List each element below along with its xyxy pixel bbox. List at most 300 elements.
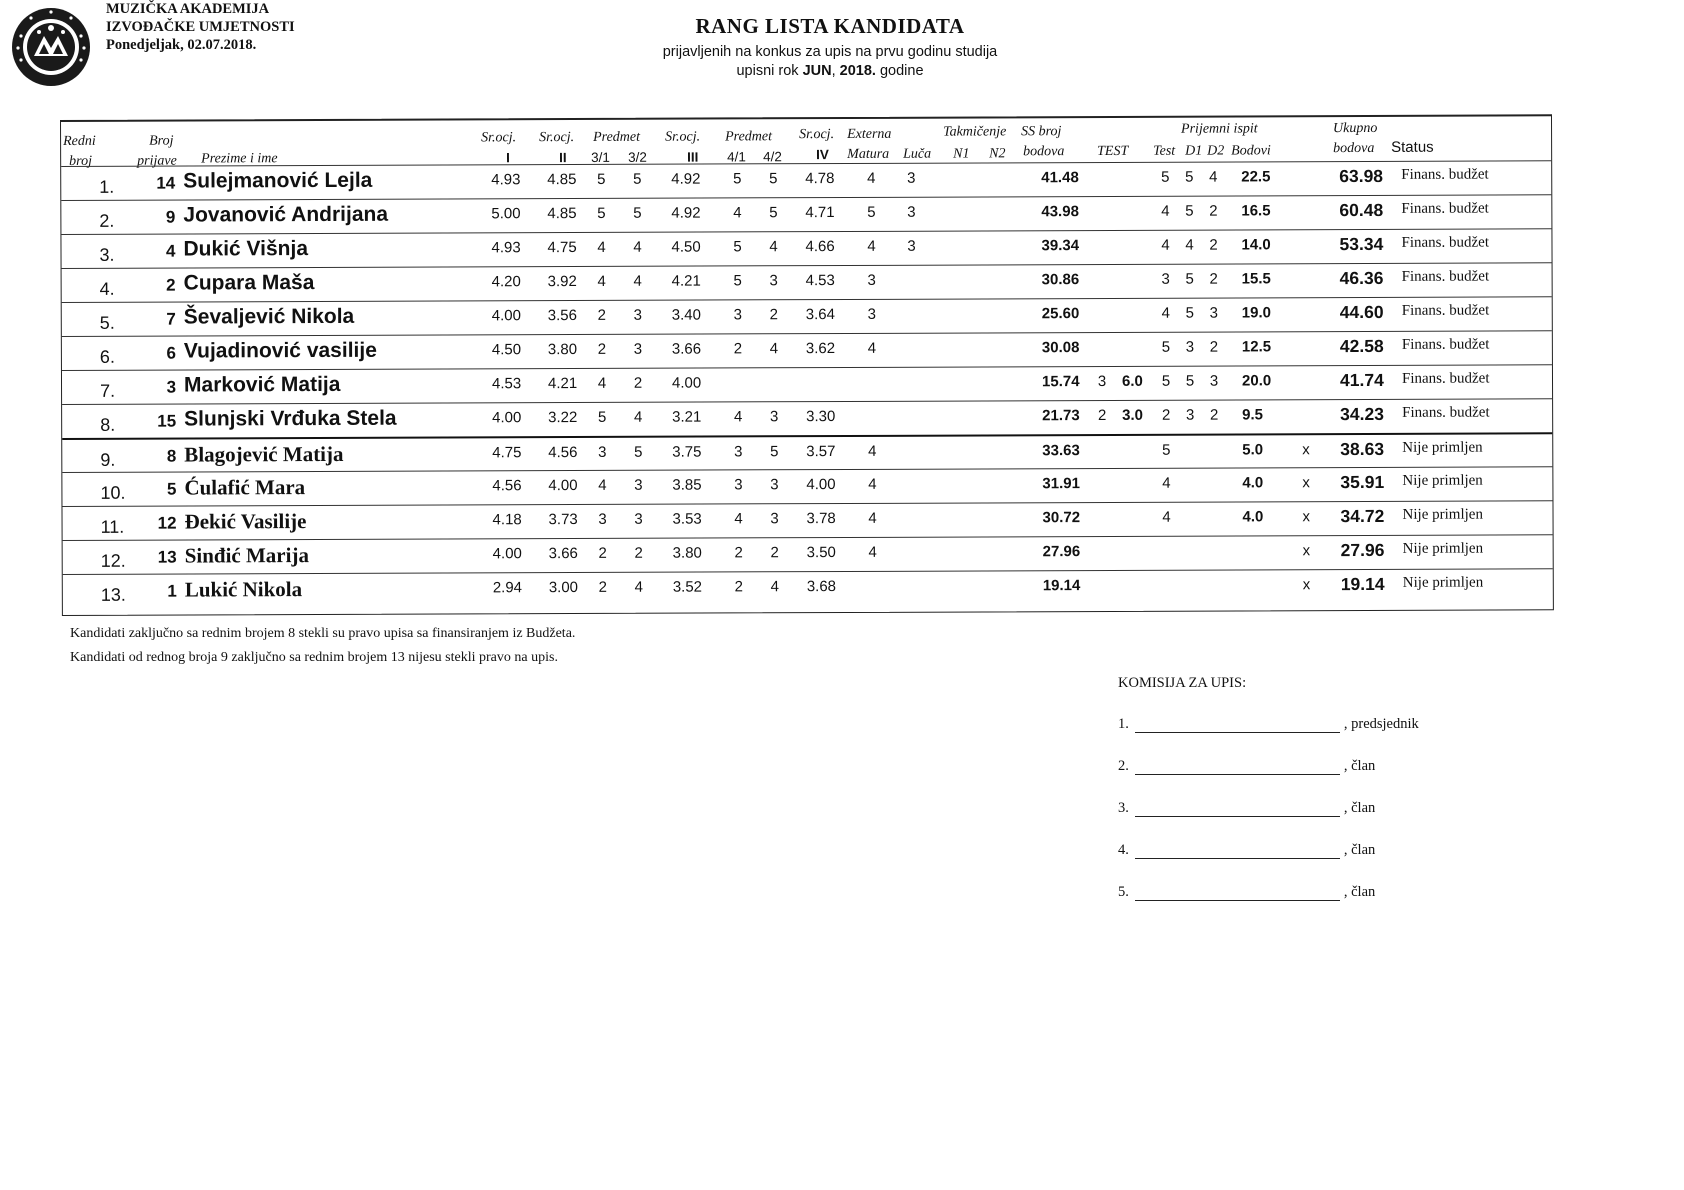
cell-ukupno-bodova: 34.23: [1340, 403, 1384, 425]
cell-test-bodovi: 3.0: [1122, 406, 1144, 424]
cell-test-bodovi: 6.0: [1121, 372, 1143, 390]
institution-name-2: IZVOĐAČKE UMJETNOSTI: [106, 19, 295, 35]
cell-sr-ocj-1: 4.50: [491, 341, 522, 359]
header-takmicenje: Takmičenje: [943, 124, 1007, 140]
cell-predmet-4-1: 2: [734, 544, 743, 562]
cell-sr-ocj-1: 4.00: [492, 545, 522, 563]
cell-prijemni-d1: 5: [1185, 304, 1194, 322]
cell-sr-ocj-2: 3.66: [548, 545, 578, 563]
member-number: 5.: [1118, 884, 1129, 900]
cell-prijemni-test: 2: [1161, 406, 1171, 424]
cell-candidate-name: Ševaljević Nikola: [183, 304, 355, 329]
cell-candidate-name: Sinđić Marija: [184, 543, 309, 568]
cell-ukupno-bodova: 44.60: [1339, 301, 1384, 323]
signature-line: [1135, 802, 1340, 817]
cell-predmet-3-2: 3: [633, 306, 642, 324]
cell-prijemni-test: 4: [1162, 508, 1171, 526]
cell-sr-ocj-4: 3.50: [806, 544, 836, 562]
cell-predmet-4-1: 5: [733, 272, 742, 290]
cell-candidate-name: Ćulafić Mara: [184, 475, 306, 500]
member-number: 4.: [1118, 842, 1129, 858]
header-sr3: Sr.ocj.: [665, 129, 701, 145]
header-broj-1: Broj: [149, 133, 174, 149]
cell-predmet-3-2: 2: [634, 544, 643, 562]
cell-status: Nije primljen: [1402, 439, 1483, 456]
cell-prijemni-test: 5: [1161, 372, 1171, 390]
cell-predmet-3-2: 3: [634, 476, 643, 494]
cell-redni-broj: 10.: [100, 482, 126, 503]
member-number: 1.: [1118, 716, 1129, 732]
header-prezime-ime: Prezime i ime: [201, 151, 278, 167]
cell-ss-bodova: 27.96: [1042, 543, 1081, 561]
cell-predmet-4-1: 4: [733, 408, 743, 426]
cell-redni-broj: 11.: [100, 516, 125, 537]
cell-status: Finans. budžet: [1401, 370, 1490, 387]
member-role: , član: [1343, 758, 1376, 774]
cell-prijemni-bodovi: 14.0: [1241, 236, 1271, 254]
cell-broj-prijave: 13: [157, 547, 177, 567]
cell-sr-ocj-1: 4.18: [492, 511, 522, 529]
cell-luca: 3: [907, 237, 916, 255]
cell-ukupno-bodova: 42.58: [1339, 335, 1384, 357]
cell-redni-broj: 13.: [100, 584, 126, 605]
cell-prijemni-bodovi: 16.5: [1241, 202, 1271, 220]
header-externa: Externa: [847, 126, 892, 142]
cell-prijemni-d1: 5: [1185, 270, 1194, 288]
header-ss-bodova: bodova: [1023, 144, 1065, 160]
cell-status: Nije primljen: [1402, 540, 1484, 557]
cell-ukupno-bodova: 27.96: [1340, 539, 1385, 561]
cell-not-admitted-mark: x: [1302, 508, 1311, 526]
cell-not-admitted-mark: x: [1302, 441, 1310, 459]
header-ss-broj: SS broj: [1021, 124, 1062, 140]
header-ukupno-bodova: bodova: [1333, 140, 1375, 157]
cell-predmet-3-1: 5: [597, 204, 606, 222]
cell-redni-broj: 7.: [100, 380, 116, 401]
cell-status: Nije primljen: [1402, 574, 1484, 591]
document-date: Ponedjeljak, 02.07.2018.: [106, 37, 257, 53]
header-p31: 3/1: [591, 149, 610, 165]
cell-predmet-4-2: 5: [769, 204, 778, 222]
cell-prijemni-d1: 3: [1185, 406, 1195, 424]
member-role: , predsjednik: [1343, 716, 1419, 732]
cell-broj-prijave: 7: [166, 309, 176, 329]
cell-predmet-3-2: 3: [633, 340, 643, 358]
cell-sr-ocj-3: 3.75: [672, 443, 702, 461]
cell-predmet-4-2: 4: [770, 578, 780, 596]
cell-matura: 4: [868, 442, 877, 460]
cell-sr-ocj-1: 4.20: [491, 273, 521, 291]
cell-prijemni-test: 5: [1161, 168, 1170, 186]
cell-broj-prijave: 1: [167, 581, 177, 601]
cell-ukupno-bodova: 63.98: [1339, 165, 1384, 187]
document-title-block: [560, 14, 1100, 81]
cell-redni-broj: 2.: [99, 210, 115, 231]
commission-member-line: [1118, 842, 1375, 859]
cell-ss-bodova: 39.34: [1041, 237, 1080, 255]
cell-broj-prijave: 4: [165, 241, 176, 261]
cell-ss-bodova: 30.86: [1041, 271, 1080, 289]
cell-ss-bodova: 30.08: [1041, 339, 1080, 357]
cell-ukupno-bodova: 53.34: [1339, 233, 1384, 255]
cell-predmet-4-1: 4: [733, 204, 742, 222]
document-subtitle-2: upisni rok JUN, 2018. godine: [736, 63, 924, 79]
header-ukupno: Ukupno: [1333, 120, 1378, 137]
member-role: , član: [1343, 884, 1376, 900]
cell-predmet-3-1: 4: [598, 476, 607, 494]
signature-line: [1135, 718, 1340, 733]
cell-sr-ocj-1: 4.53: [491, 375, 522, 393]
cell-prijemni-d1: 5: [1185, 202, 1194, 220]
cell-sr-ocj-2: 4.21: [547, 375, 578, 393]
cell-sr-ocj-1: 4.75: [492, 444, 522, 462]
ranking-table: [60, 114, 1554, 616]
cell-matura: 4: [868, 475, 877, 493]
cell-candidate-name: Sulejmanović Lejla: [183, 168, 373, 193]
cell-predmet-4-2: 3: [770, 476, 779, 494]
cell-sr-ocj-2: 3.56: [547, 307, 577, 325]
institution-name-1: MUZIČKA AKADEMIJA: [106, 1, 270, 17]
cell-prijemni-test: 3: [1161, 270, 1170, 288]
cell-sr-ocj-3: 3.40: [671, 306, 701, 324]
cell-ukupno-bodova: 38.63: [1340, 438, 1385, 460]
member-role: , član: [1343, 842, 1376, 858]
cell-predmet-4-1: 5: [733, 238, 742, 256]
cell-predmet-3-1: 4: [597, 238, 606, 256]
header-status: Status: [1391, 138, 1434, 156]
header-sr4: Sr.ocj.: [799, 127, 835, 143]
cell-predmet-4-2: 5: [770, 443, 779, 461]
cell-redni-broj: 8.: [100, 414, 116, 435]
cell-status: Finans. budžet: [1402, 404, 1490, 421]
header-sr1-num: I: [506, 150, 510, 166]
cell-predmet-3-1: 3: [598, 510, 607, 528]
cell-prijemni-test: 4: [1161, 202, 1170, 220]
cell-candidate-name: Blagojević Matija: [184, 441, 344, 467]
cell-predmet-3-1: 5: [597, 408, 607, 426]
cell-sr-ocj-3: 4.92: [671, 204, 701, 222]
cell-prijemni-d2: 2: [1209, 406, 1219, 424]
cell-prijemni-d1: 4: [1185, 236, 1194, 254]
commission-member-line: [1118, 716, 1419, 733]
cell-predmet-3-2: 4: [633, 408, 643, 426]
cell-predmet-3-1: 4: [597, 374, 607, 392]
header-sr2: Sr.ocj.: [539, 130, 575, 146]
cell-sr-ocj-3: 4.50: [671, 238, 701, 256]
cell-predmet-4-2: 3: [769, 408, 779, 426]
cell-redni-broj: 6.: [99, 346, 115, 367]
cell-predmet-3-2: 5: [633, 170, 642, 188]
member-number: 2.: [1118, 758, 1129, 774]
cell-sr-ocj-4: 4.53: [805, 272, 835, 290]
cell-ukupno-bodova: 41.74: [1339, 369, 1384, 391]
cell-predmet-3-2: 2: [633, 374, 643, 392]
cell-sr-ocj-3: 3.52: [672, 578, 703, 596]
cell-matura: 4: [867, 169, 876, 187]
cell-sr-ocj-4: 4.78: [805, 170, 835, 188]
cell-prijemni-bodovi: 19.0: [1241, 304, 1271, 322]
cell-sr-ocj-3: 3.53: [672, 510, 702, 528]
cell-prijemni-bodovi: 9.5: [1242, 406, 1264, 424]
cell-predmet-3-1: 2: [597, 306, 606, 324]
header-d1: D1: [1185, 143, 1203, 159]
cell-prijemni-bodovi: 4.0: [1242, 508, 1264, 526]
cell-ss-bodova: 41.48: [1041, 169, 1079, 187]
cell-redni-broj: 3.: [99, 244, 115, 265]
header-sr4-num: IV: [816, 147, 829, 163]
cell-sr-ocj-3: 3.85: [672, 476, 702, 494]
cell-predmet-4-2: 5: [769, 170, 778, 188]
cell-predmet-4-2: 3: [769, 272, 778, 290]
cell-broj-prijave: 12: [157, 513, 177, 533]
cell-ukupno-bodova: 46.36: [1339, 267, 1384, 289]
commission-member-line: [1118, 800, 1375, 817]
cell-broj-prijave: 8: [166, 446, 177, 466]
header-d2: D2: [1207, 143, 1225, 159]
cell-predmet-4-2: 4: [769, 238, 778, 256]
header-prijemni-ispit: Prijemni ispit: [1181, 121, 1258, 137]
cell-prijemni-bodovi: 5.0: [1242, 441, 1264, 459]
cell-predmet-3-2: 3: [634, 510, 643, 528]
cell-sr-ocj-4: 4.00: [806, 476, 836, 494]
cell-broj-prijave: 5: [166, 479, 177, 499]
cell-matura: 3: [867, 305, 876, 323]
cell-sr-ocj-4: 4.71: [805, 204, 835, 222]
header-redni: Redni: [63, 133, 96, 149]
header-predmet-4: Predmet: [725, 129, 773, 145]
cell-broj-prijave: 9: [165, 207, 176, 227]
cell-prijemni-d2: 3: [1209, 372, 1219, 390]
cell-predmet-4-2: 3: [770, 510, 779, 528]
signature-line: [1135, 886, 1340, 901]
cell-luca: 3: [907, 169, 916, 187]
cell-matura: 4: [868, 509, 877, 527]
signature-line: [1135, 760, 1340, 775]
cell-broj-prijave: 14: [156, 173, 176, 193]
header-luca: Luča: [903, 146, 932, 162]
cell-test-broj: 3: [1097, 372, 1107, 391]
cell-predmet-3-2: 5: [633, 204, 642, 222]
cell-prijemni-d2: 3: [1209, 304, 1218, 322]
cell-prijemni-d1: 3: [1185, 338, 1195, 356]
document-title: RANG LISTA KANDIDATA: [695, 14, 965, 38]
header-p42: 4/2: [763, 149, 782, 165]
header-test: TEST: [1097, 143, 1129, 160]
cell-sr-ocj-3: 3.66: [671, 340, 702, 358]
cell-status: Finans. budžet: [1401, 234, 1490, 251]
cell-candidate-name: Lukić Nikola: [184, 577, 303, 602]
footnote-2: Kandidati od rednog broja 9 zaključno sa rednim brojem 13 nijesu stekli pravo na upis.: [70, 650, 558, 665]
cell-candidate-name: Slunjski Vrđuka Stela: [184, 406, 397, 431]
cell-sr-ocj-2: 4.75: [547, 239, 577, 257]
cell-prijemni-test: 4: [1161, 304, 1170, 322]
cell-sr-ocj-4: 3.78: [806, 510, 836, 528]
cell-sr-ocj-3: 4.00: [671, 374, 702, 392]
cell-sr-ocj-3: 3.80: [672, 544, 702, 562]
cell-sr-ocj-4: 3.30: [806, 408, 836, 426]
cell-predmet-3-2: 4: [633, 238, 642, 256]
cell-sr-ocj-2: 3.00: [548, 579, 579, 597]
cell-candidate-name: Marković Matija: [183, 372, 341, 397]
cell-sr-ocj-2: 3.92: [547, 273, 577, 291]
cell-luca: 3: [907, 203, 916, 221]
document-subtitle-1: prijavljenih na konkus za upis na prvu godinu studija: [662, 44, 998, 60]
cell-broj-prijave: 3: [166, 377, 177, 397]
cell-prijemni-bodovi: 12.5: [1241, 338, 1272, 356]
cell-predmet-3-1: 4: [597, 272, 606, 290]
cell-ukupno-bodova: 34.72: [1340, 505, 1385, 527]
header-matura: Matura: [847, 146, 890, 162]
cell-predmet-4-2: 2: [770, 544, 779, 562]
header-n1: N1: [953, 146, 970, 162]
cell-redni-broj: 4.: [99, 278, 115, 299]
cell-sr-ocj-3: 4.92: [671, 170, 701, 188]
cell-prijemni-test: 5: [1161, 338, 1171, 356]
cell-predmet-4-1: 3: [734, 443, 743, 461]
cell-predmet-4-1: 3: [733, 306, 742, 324]
cell-broj-prijave: 2: [166, 275, 176, 295]
cell-status: Nije primljen: [1402, 506, 1483, 523]
cell-predmet-3-1: 2: [597, 340, 607, 358]
cell-candidate-name: Cupara Maša: [183, 271, 315, 295]
cell-broj-prijave: 15: [157, 411, 177, 431]
cell-predmet-3-1: 3: [598, 443, 607, 461]
cell-ukupno-bodova: 19.14: [1340, 573, 1385, 595]
cell-sr-ocj-4: 3.57: [806, 443, 836, 461]
cell-sr-ocj-3: 4.21: [671, 272, 701, 290]
cell-sr-ocj-2: 3.73: [548, 511, 578, 529]
cell-matura: 4: [867, 339, 877, 357]
cell-ss-bodova: 33.63: [1042, 442, 1080, 460]
cell-ukupno-bodova: 60.48: [1339, 199, 1384, 221]
header-bodovi: Bodovi: [1231, 143, 1271, 159]
cell-candidate-name: Vujadinović vasilije: [183, 338, 377, 363]
cell-predmet-4-2: 2: [769, 306, 778, 324]
header-sr3-num: III: [687, 149, 699, 165]
cell-matura: 4: [868, 543, 877, 561]
cell-not-admitted-mark: x: [1302, 542, 1311, 560]
header-sr2-num: II: [559, 150, 567, 166]
cell-redni-broj: 12.: [100, 550, 126, 571]
cell-predmet-4-1: 2: [733, 340, 743, 358]
cell-ss-bodova: 15.74: [1041, 373, 1080, 391]
cell-prijemni-test: 4: [1162, 474, 1171, 492]
cell-sr-ocj-2: 4.85: [547, 205, 577, 223]
cell-prijemni-d2: 2: [1209, 236, 1218, 254]
cell-sr-ocj-2: 4.85: [547, 171, 577, 189]
signature-line: [1135, 844, 1340, 859]
cell-predmet-4-1: 2: [734, 578, 744, 596]
cell-ss-bodova: 25.60: [1041, 305, 1080, 323]
cell-ss-bodova: 31.91: [1042, 475, 1080, 493]
cell-matura: 3: [867, 271, 876, 289]
cell-sr-ocj-4: 4.66: [805, 238, 835, 256]
table-header: [61, 116, 1551, 169]
cell-prijemni-d1: 5: [1185, 168, 1194, 186]
commission-member-line: [1118, 758, 1375, 775]
cell-predmet-3-2: 4: [633, 272, 642, 290]
member-number: 3.: [1118, 800, 1129, 816]
cell-status: Finans. budžet: [1401, 336, 1490, 353]
cell-ss-bodova: 30.72: [1042, 509, 1081, 527]
cell-sr-ocj-1: 4.00: [491, 307, 521, 325]
cell-prijemni-test: 5: [1162, 441, 1171, 459]
cell-status: Finans. budžet: [1401, 302, 1490, 319]
header-predmet-3: Predmet: [593, 129, 641, 145]
footnote-1: Kandidati zaključno sa rednim brojem 8 stekli su pravo upisa sa finansiranjem iz Budžeta.: [70, 626, 576, 641]
cell-status: Finans. budžet: [1401, 200, 1489, 217]
cell-sr-ocj-4: 3.62: [805, 340, 836, 358]
cell-predmet-4-2: 4: [769, 340, 779, 358]
commission-member-line: [1118, 884, 1375, 901]
cell-prijemni-bodovi: 20.0: [1241, 372, 1272, 390]
cell-predmet-4-1: 5: [733, 170, 742, 188]
cell-not-admitted-mark: x: [1302, 576, 1311, 594]
cell-status: Nije primljen: [1402, 472, 1483, 489]
cell-prijemni-d2: 4: [1209, 168, 1218, 186]
cell-status: Finans. budžet: [1401, 166, 1489, 183]
member-role: , član: [1343, 800, 1376, 816]
cell-not-admitted-mark: x: [1302, 474, 1310, 492]
cell-prijemni-bodovi: 4.0: [1242, 474, 1264, 492]
cell-ss-bodova: 43.98: [1041, 203, 1079, 221]
cell-sr-ocj-1: 4.93: [491, 171, 521, 189]
cell-ukupno-bodova: 35.91: [1340, 471, 1385, 493]
cell-predmet-3-1: 5: [597, 170, 606, 188]
cell-predmet-3-2: 5: [634, 443, 643, 461]
university-seal-logo: [6, 6, 96, 88]
cell-predmet-3-1: 2: [598, 544, 607, 562]
cell-sr-ocj-4: 3.64: [805, 306, 835, 324]
cell-sr-ocj-2: 3.80: [547, 341, 578, 359]
cell-matura: 4: [867, 237, 876, 255]
cell-candidate-name: Dukić Višnja: [183, 237, 309, 261]
cell-ss-bodova: 19.14: [1042, 577, 1081, 595]
cell-prijemni-d1: 5: [1185, 372, 1195, 390]
cell-candidate-name: Đekić Vasilije: [184, 509, 307, 534]
cell-sr-ocj-1: 4.93: [491, 239, 521, 257]
commission-title: KOMISIJA ZA UPIS:: [1118, 675, 1247, 691]
cell-predmet-3-2: 4: [634, 578, 644, 596]
cell-sr-ocj-3: 3.21: [672, 408, 702, 426]
cell-prijemni-bodovi: 22.5: [1241, 168, 1271, 186]
cell-sr-ocj-4: 3.68: [806, 578, 837, 596]
cell-sr-ocj-2: 3.22: [548, 409, 578, 427]
cell-sr-ocj-2: 4.56: [548, 444, 578, 462]
cell-sr-ocj-2: 4.00: [548, 477, 578, 495]
cell-test-broj: 2: [1097, 406, 1107, 425]
cell-broj-prijave: 6: [166, 343, 176, 363]
cell-candidate-name: Jovanović Andrijana: [183, 202, 389, 227]
cell-status: Finans. budžet: [1401, 268, 1490, 285]
header-broj: broj: [69, 153, 93, 169]
cell-prijemni-d2: 2: [1209, 202, 1218, 220]
cell-redni-broj: 9.: [100, 449, 116, 470]
cell-sr-ocj-1: 4.00: [492, 409, 522, 427]
header-p32: 3/2: [628, 149, 647, 165]
cell-prijemni-d2: 2: [1209, 338, 1219, 356]
cell-prijemni-bodovi: 15.5: [1241, 270, 1271, 288]
cell-sr-ocj-1: 2.94: [492, 579, 523, 597]
table-row: [63, 568, 1553, 609]
header-n2: N2: [989, 146, 1006, 162]
cell-predmet-4-1: 4: [734, 510, 743, 528]
cell-predmet-3-1: 2: [598, 578, 608, 596]
header-p41: 4/1: [727, 149, 746, 165]
cell-redni-broj: 1.: [99, 176, 115, 197]
header-prijave: prijave: [137, 153, 177, 169]
cell-sr-ocj-1: 5.00: [491, 205, 521, 223]
